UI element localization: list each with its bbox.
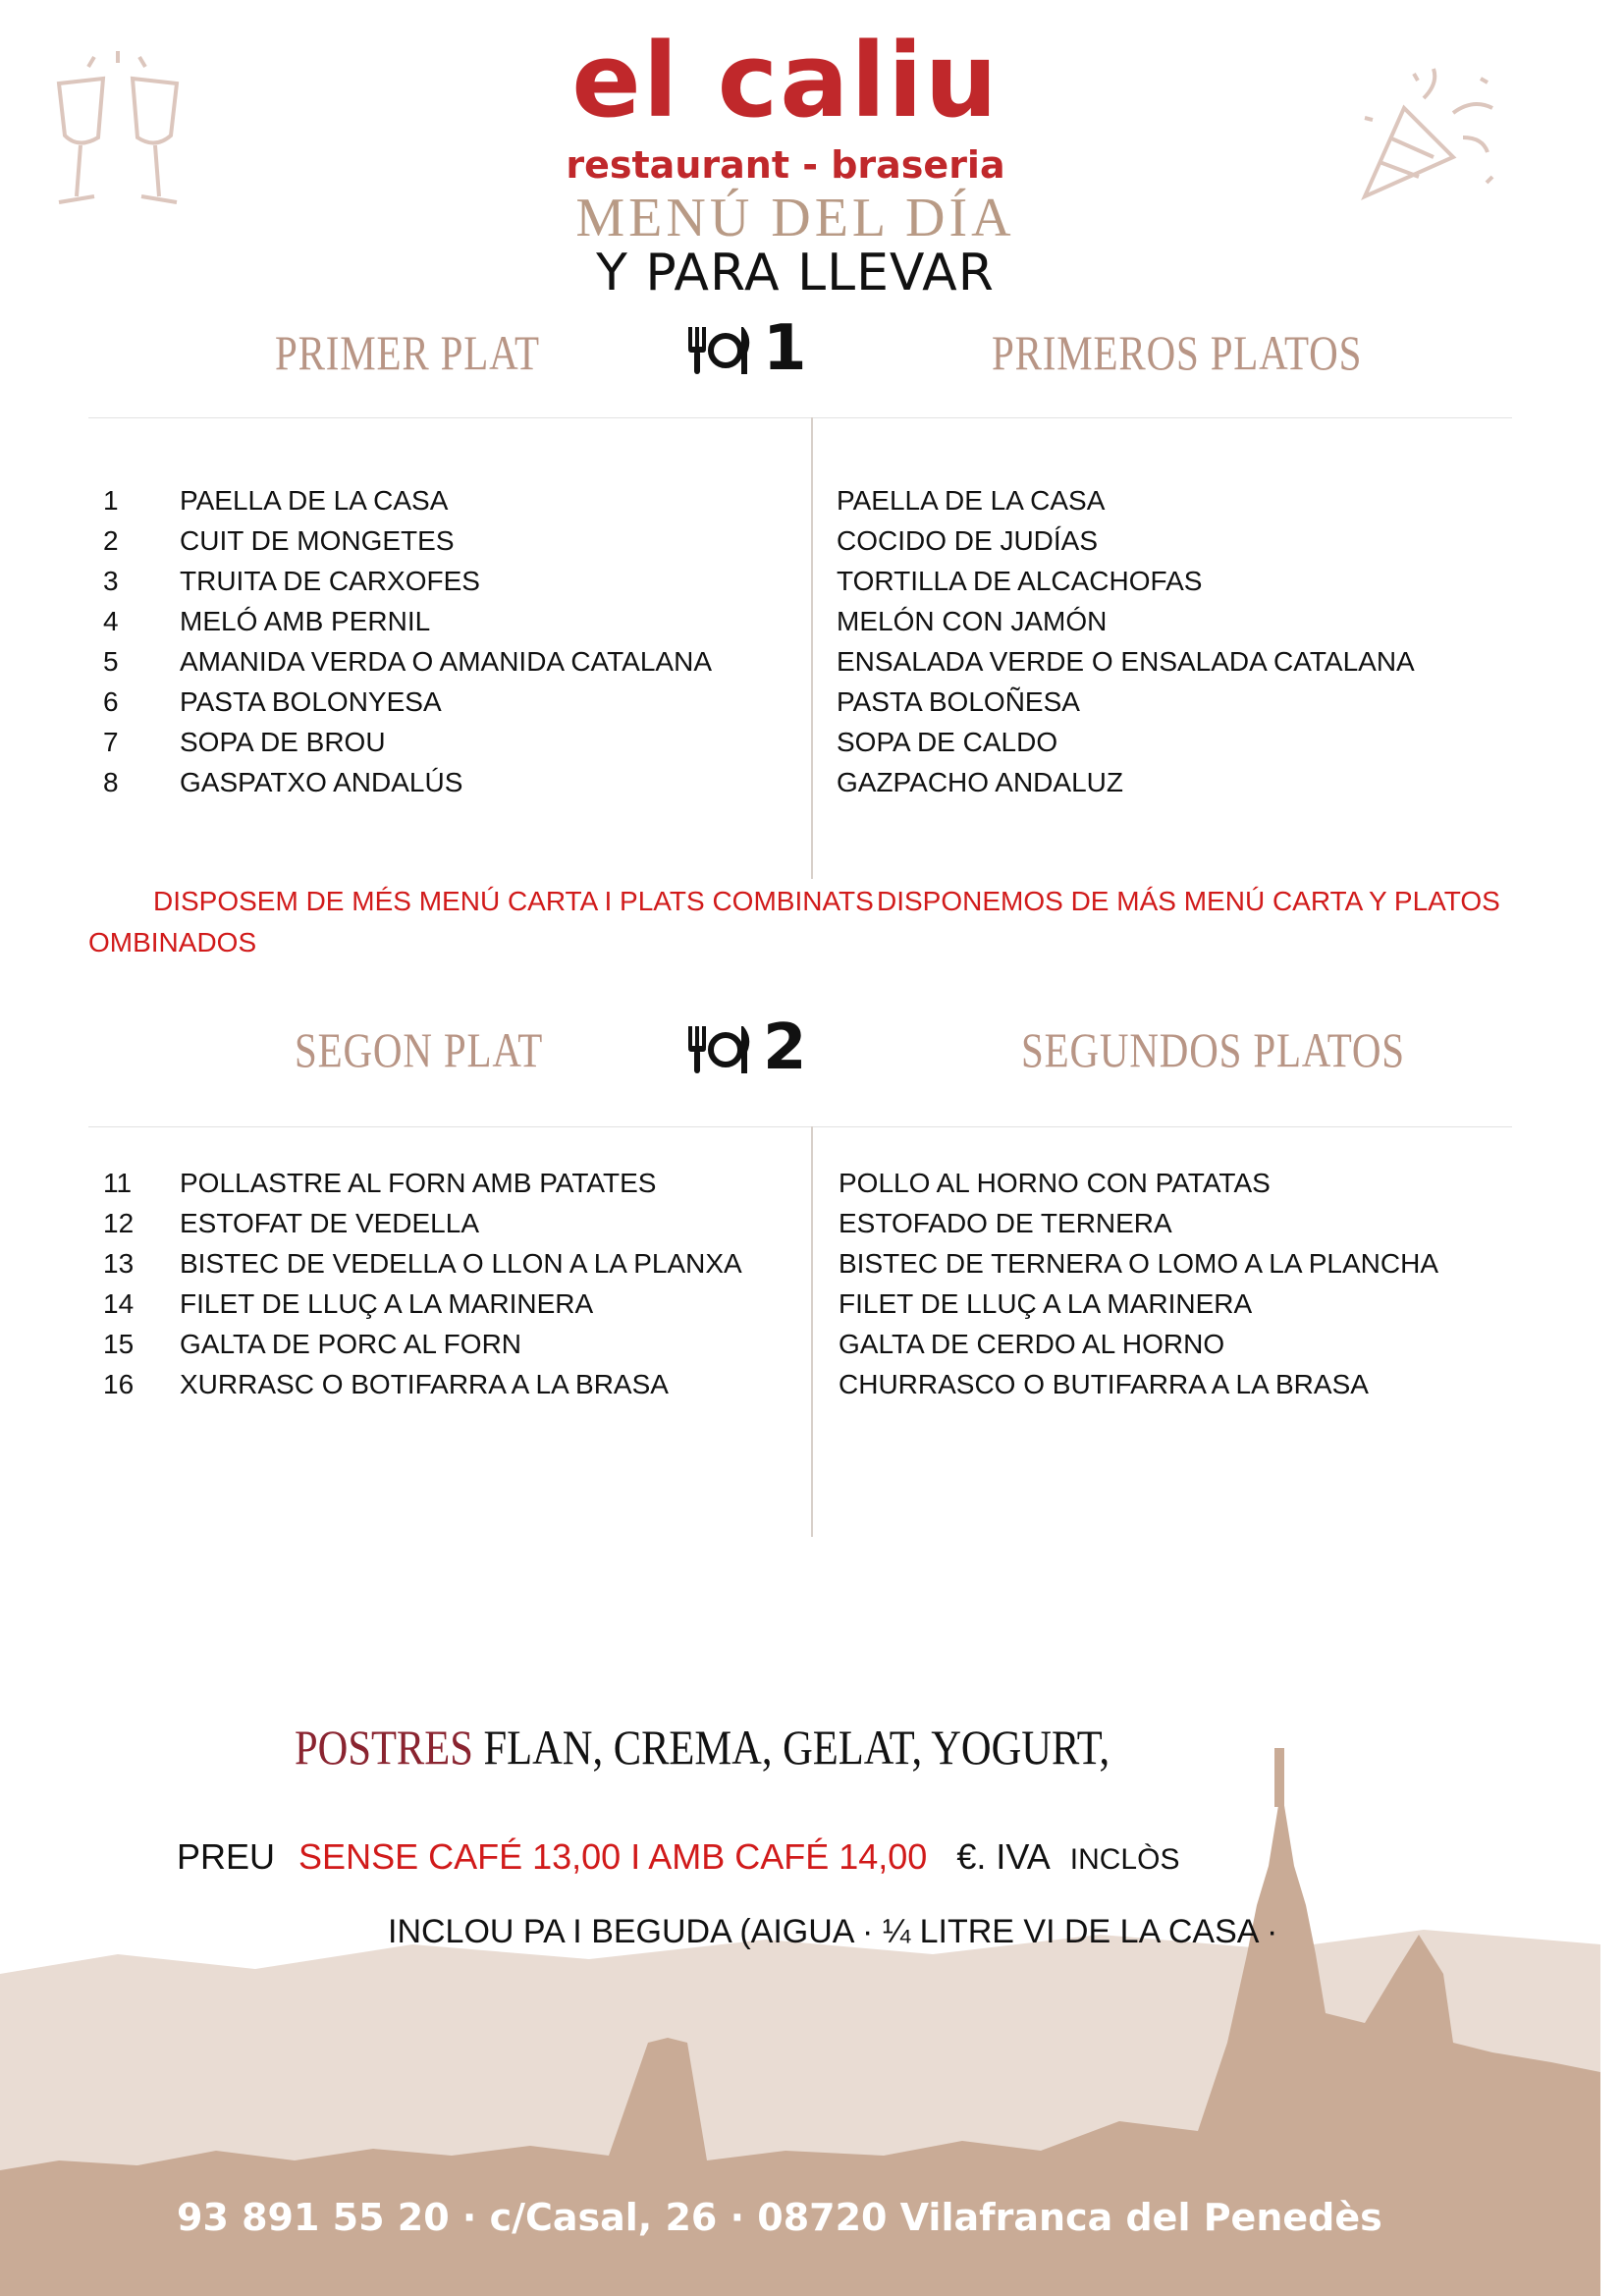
first-course-divider xyxy=(88,417,1512,418)
second-course-number: 2 xyxy=(763,1011,807,1084)
first-course-list-es xyxy=(837,480,1524,802)
second-course-heading-es: SEGUNDOS PLATOS xyxy=(1021,1022,1405,1077)
second-course-heading-ca: SEGON PLAT xyxy=(295,1022,544,1077)
desserts-line xyxy=(295,1719,1129,1776)
footer-separator: · xyxy=(730,2196,758,2239)
cutlery-plate-icon xyxy=(682,1018,753,1077)
includes-line: INCLOU PA I BEGUDA (AIGUA · ¼ LITRE VI DE LA CASA · xyxy=(388,1913,1278,1950)
second-course-column-divider xyxy=(811,1126,813,1537)
notice-es-continued: OMBINADOS xyxy=(88,927,257,957)
list-item: 2 CUIT DE MONGETES xyxy=(103,525,455,556)
second-course-badge xyxy=(682,1011,807,1084)
notice-ca: DISPOSEM DE MÉS MENÚ CARTA I PLATS COMBINATS xyxy=(153,886,874,916)
desserts-label: POSTRES xyxy=(295,1720,473,1775)
price-currency: €. IVA xyxy=(956,1836,1051,1877)
list-item: MELÓN CON JAMÓN xyxy=(837,606,1108,636)
list-item: FILET DE LLUÇ A LA MARINERA xyxy=(839,1288,1253,1319)
footer-separator: · xyxy=(461,2196,490,2239)
list-item: PASTA BOLOÑESA xyxy=(837,686,1080,717)
list-item: 16 XURRASC O BOTIFARRA A LA BRASA xyxy=(103,1369,669,1399)
list-item: POLLO AL HORNO CON PATATAS xyxy=(839,1168,1271,1198)
list-item: ESTOFADO DE TERNERA xyxy=(839,1208,1172,1238)
list-item: 7 SOPA DE BROU xyxy=(103,727,386,757)
list-item: 15 GALTA DE PORC AL FORN xyxy=(103,1329,522,1359)
list-item: PAELLA DE LA CASA xyxy=(837,485,1106,516)
restaurant-subtitle: restaurant - braseria xyxy=(566,143,1005,187)
first-course-heading-ca: PRIMER PLAT xyxy=(275,325,540,380)
list-item: 5 AMANIDA VERDA O AMANIDA CATALANA xyxy=(103,646,712,677)
menu-title: MENÚ DEL DÍA xyxy=(575,188,1015,248)
second-course-list-ca xyxy=(103,1163,790,1404)
list-item: 1 PAELLA DE LA CASA xyxy=(103,485,449,516)
list-item: CHURRASCO O BUTIFARRA A LA BRASA xyxy=(839,1369,1369,1399)
list-item: 12 ESTOFAT DE VEDELLA xyxy=(103,1208,480,1238)
champagne-glasses-icon xyxy=(29,39,206,216)
list-item: SOPA DE CALDO xyxy=(837,727,1058,757)
list-item: 3 TRUITA DE CARXOFES xyxy=(103,566,480,596)
list-item: 6 PASTA BOLONYESA xyxy=(103,686,442,717)
list-item: 8 GASPATXO ANDALÚS xyxy=(103,767,463,797)
cutlery-plate-icon xyxy=(682,319,753,378)
footer-address: c/Casal, 26 xyxy=(489,2196,718,2239)
list-item: BISTEC DE TERNERA O LOMO A LA PLANCHA xyxy=(839,1248,1439,1279)
footer-city: 08720 Vilafranca del Penedès xyxy=(757,2196,1382,2239)
restaurant-name: el caliu xyxy=(571,21,1000,140)
list-item: GAZPACHO ANDALUZ xyxy=(837,767,1123,797)
desserts-items: FLAN, CREMA, GELAT, YOGURT, xyxy=(483,1720,1110,1775)
price-amounts: SENSE CAFÉ 13,00 I AMB CAFÉ 14,00 xyxy=(298,1836,928,1877)
list-item: 13 BISTEC DE VEDELLA O LLON A LA PLANXA xyxy=(103,1248,742,1279)
list-item: COCIDO DE JUDÍAS xyxy=(837,525,1099,556)
list-item: ENSALADA VERDE O ENSALADA CATALANA xyxy=(837,646,1415,677)
list-item: 14 FILET DE LLUÇ A LA MARINERA xyxy=(103,1288,594,1319)
list-item: GALTA DE CERDO AL HORNO xyxy=(839,1329,1225,1359)
footer-contact xyxy=(177,2196,1453,2239)
first-course-column-divider xyxy=(811,417,813,879)
first-course-list-ca xyxy=(103,480,790,802)
footer-phone: 93 891 55 20 xyxy=(177,2196,450,2239)
price-tax-note: INCLÒS xyxy=(1069,1843,1180,1876)
second-course-list-es xyxy=(839,1163,1545,1404)
list-item: 11 POLLASTRE AL FORN AMB PATATES xyxy=(103,1168,657,1198)
menu-subtitle: Y PARA LLEVAR xyxy=(596,244,995,302)
price-line xyxy=(177,1836,1179,1878)
notice-es: DISPONEMOS DE MÁS MENÚ CARTA Y PLATOS xyxy=(877,886,1500,916)
first-course-badge xyxy=(682,312,807,385)
first-course-number: 1 xyxy=(763,312,807,385)
party-popper-icon xyxy=(1345,59,1502,216)
second-course-divider xyxy=(88,1126,1512,1127)
list-item: 4 MELÓ AMB PERNIL xyxy=(103,606,431,636)
list-item: TORTILLA DE ALCACHOFAS xyxy=(837,566,1203,596)
first-course-heading-es: PRIMEROS PLATOS xyxy=(992,325,1363,380)
price-label: PREU xyxy=(177,1836,276,1877)
